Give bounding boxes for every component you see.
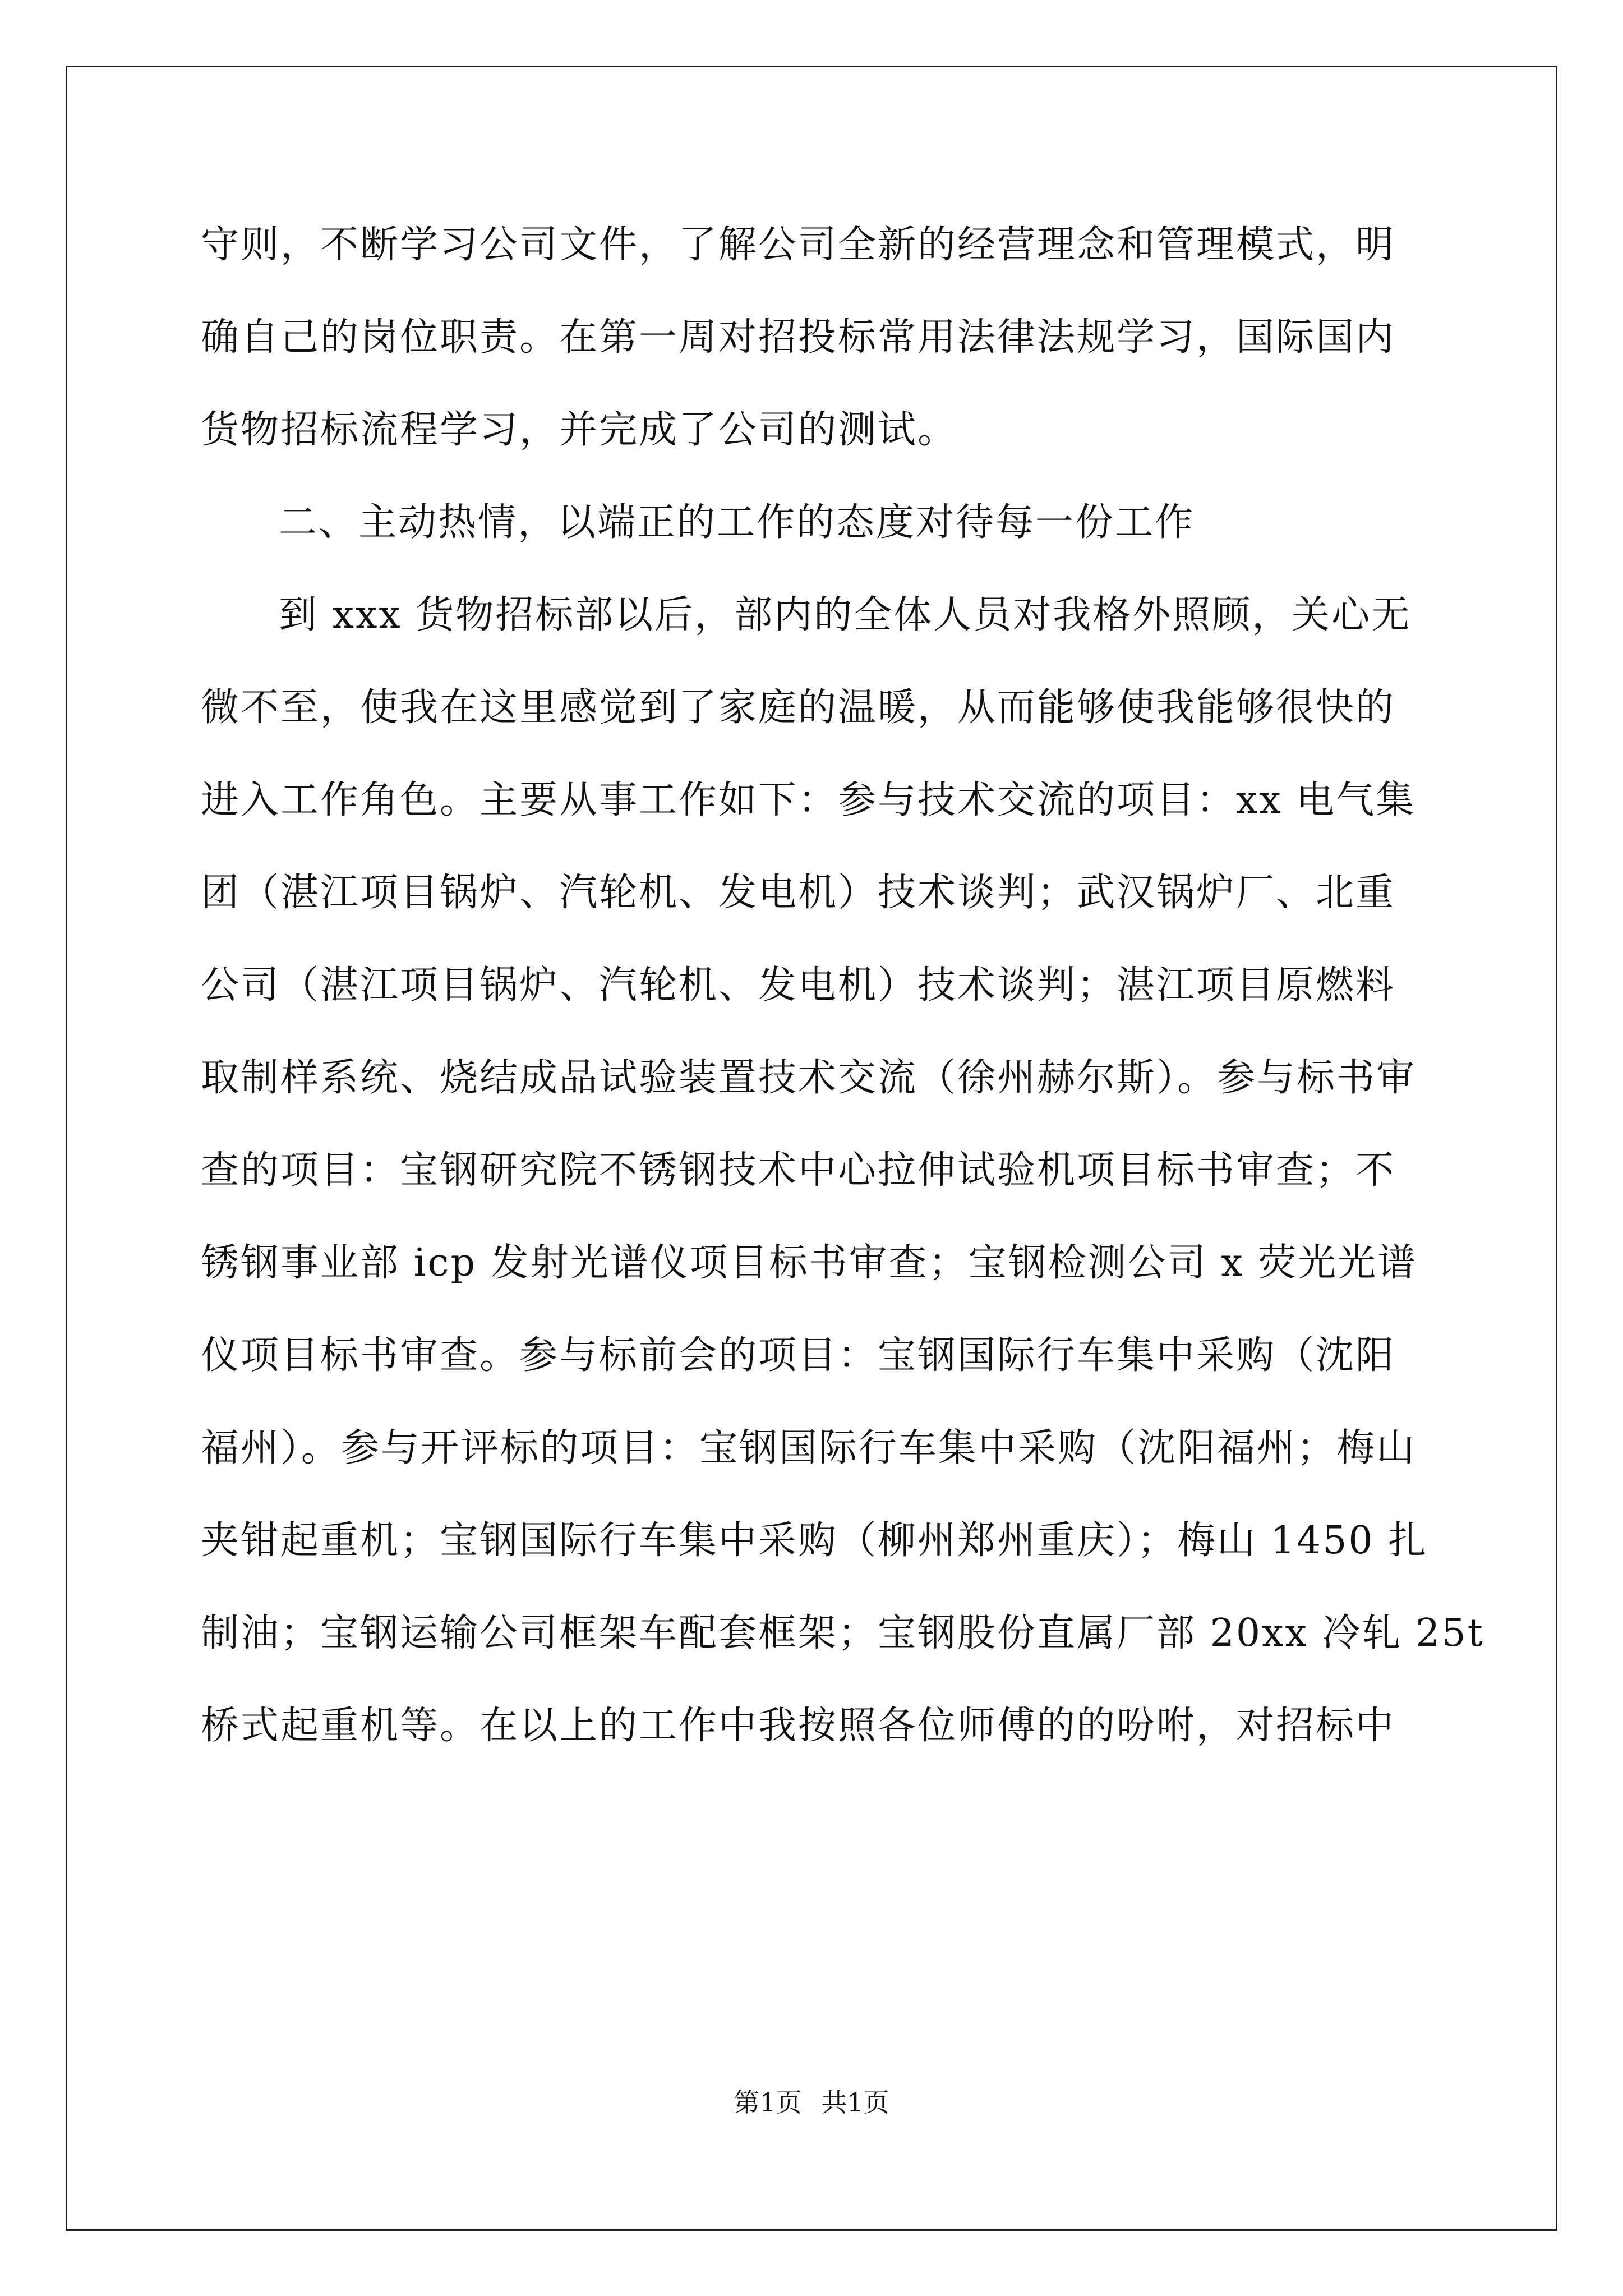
page-total: 共1页 [821,2087,889,2118]
body-line: 取制样系统、烧结成品试验装置技术交流（徐州赫尔斯）。参与标书审 [201,1056,1417,1100]
body-line: 仪项目标书审查。参与标前会的项目：宝钢国际行车集中采购（沈阳 [201,1333,1396,1378]
page-footer [0,2082,1623,2119]
body-line: 桥式起重机等。在以上的工作中我按照各位师傅的的吩咐，对招标中 [201,1704,1396,1748]
body-line: 微不至，使我在这里感觉到了家庭的温暖，从而能够使我能够很快的 [201,685,1396,730]
body-line: 夹钳起重机；宝钢国际行车集中采购（柳州郑州重庆）；梅山 1450 扎 [201,1519,1428,1563]
body-line: 守则，不断学习公司文件，了解公司全新的经营理念和管理模式，明 [201,223,1396,267]
body-line: 到 xxx 货物招标部以后，部内的全体人员对我格外照顾，关心无 [279,593,1412,637]
section-heading: 二、主动热情，以端正的工作的态度对待每一份工作 [279,500,1195,545]
body-line: 锈钢事业部 icp 发射光谱仪项目标书审查；宝钢检测公司 x 荧光光谱 [201,1241,1418,1285]
body-line: 货物招标流程学习，并完成了公司的测试。 [201,408,958,452]
page-number: 第1页 [734,2087,802,2118]
body-line: 团（湛江项目锅炉、汽轮机、发电机）技术谈判；武汉锅炉厂、北重 [201,871,1396,915]
body-line: 公司（湛江项目锅炉、汽轮机、发电机）技术谈判；湛江项目原燃料 [201,963,1396,1007]
body-line: 确自己的岗位职责。在第一周对招投标常用法律法规学习，国际国内 [201,315,1396,360]
body-line: 福州）。参与开评标的项目：宝钢国际行车集中采购（沈阳福州；梅山 [201,1426,1417,1470]
body-line: 查的项目：宝钢研究院不锈钢技术中心拉伸试验机项目标书审查；不 [201,1148,1396,1193]
body-line: 进入工作角色。主要从事工作如下：参与技术交流的项目：xx 电气集 [201,778,1416,822]
body-line: 制油；宝钢运输公司框架车配套框架；宝钢股份直属厂部 20xx 冷轧 25t [201,1611,1484,1655]
